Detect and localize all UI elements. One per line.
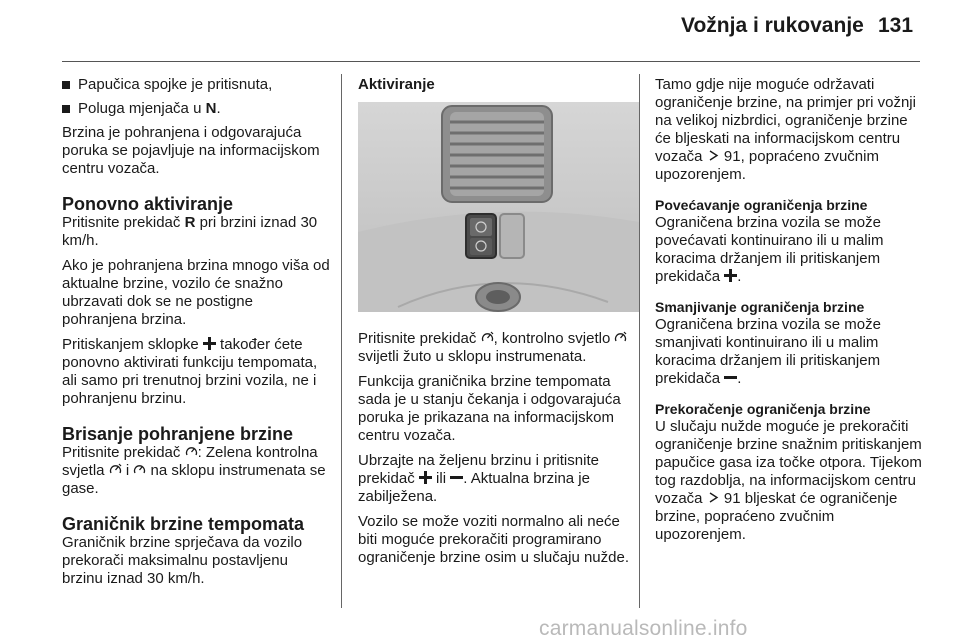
- section-heading-limiter: Graničnik brzine tempomata: [62, 514, 305, 534]
- minus-icon: [724, 371, 737, 384]
- section-heading-reactivate: Ponovno aktiviranje: [62, 194, 234, 214]
- bullet-square-icon: [62, 78, 73, 89]
- cruise-control-off-icon: [185, 445, 198, 458]
- paragraph: Ubrzajte na željenu brzinu i pritisnite prekidač ili . Aktualna brzina je zabilježena.: [358, 452, 599, 505]
- paragraph: Ograničena brzina vozila se može smanjivati kontinuirano ili u malim koracima držanjem ili pritiskanjem prekidača .: [655, 316, 881, 387]
- paragraph: Ako je pohranjena brzina mnogo viša od aktualne brzine, vozilo će snažno ubrzavati dok se ne postigne pohranjena brzina.: [62, 257, 330, 328]
- column-divider-1: [341, 74, 342, 608]
- paragraph: Pritiskanjem sklopke također ćete ponovno aktivirati funkciju tempomata, ali samo pri trenutnoj brzini vozila, ne i pohranjenu brzinu.: [62, 336, 318, 407]
- plus-icon: [724, 269, 737, 282]
- paragraph: Vozilo se može voziti normalno ali neće biti moguće prekoračiti programirano ograničenje brzine osim u slučaju nužde.: [358, 513, 629, 566]
- page-number: 131: [878, 14, 914, 37]
- column-3: [655, 76, 927, 551]
- minus-icon: [450, 471, 463, 484]
- dashboard-switch-figure: [358, 102, 639, 312]
- plus-icon: [419, 471, 432, 484]
- column-1: [62, 76, 332, 595]
- header-title: Vožnja i rukovanje: [681, 14, 864, 37]
- speed-limiter-icon: [614, 331, 627, 344]
- bullet-item: Papučica spojke je pritisnuta,: [62, 76, 332, 94]
- speed-limiter-icon: [481, 331, 494, 344]
- cruise-control-icon: [133, 463, 146, 476]
- paragraph: Funkcija graničnika brzine tempomata sada je u stanju čekanja i odgovarajuća poruka je prikazana na informacijskom centru vozača.: [358, 373, 621, 444]
- paragraph: U slučaju nužde moguće je prekoračiti ograničenje brzine snažnim pritiskanjem papučice gasa iza točke otpora. Tijekom tog razdoblja, na informacijskom centru vozača 91 bljeskat će ograničenje brzine, popraćeno zvučnim upozorenjem.: [655, 418, 922, 543]
- bullet-square-icon: [62, 102, 73, 113]
- paragraph: Brzina je pohranjena i odgovarajuća poruka se pojavljuje na informacijskom centru vozača.: [62, 124, 320, 177]
- figure-title: Aktiviranje: [358, 76, 435, 93]
- watermark: carmanualsonline.info: [539, 617, 748, 640]
- column-2: [358, 76, 630, 574]
- paragraph: Pritisnite prekidač : Zelena kontrolna svjetla i na sklopu instrumenata se gase.: [62, 444, 326, 497]
- paragraph: Graničnik brzine sprječava da vozilo prekorači maksimalnu postavljenu brzinu iznad 30 km/h.: [62, 534, 303, 587]
- sub-heading-increase: Povećavanje ograničenja brzine: [655, 197, 868, 213]
- bullet-item: Poluga mjenjača u N.: [62, 100, 332, 118]
- plus-icon: [203, 337, 216, 350]
- column-divider-2: [639, 74, 640, 608]
- sub-heading-decrease: Smanjivanje ograničenja brzine: [655, 299, 865, 315]
- sub-heading-exceed: Prekoračenje ograničenja brzine: [655, 401, 871, 417]
- paragraph: Tamo gdje nije moguće održavati ograničenje brzine, na primjer pri vožnji na velikoj nizbrdici, ograničenje brzine će bljeskati na informacijskom centru vozača 91, popraćeno zvučnim upozorenjem.: [655, 76, 916, 183]
- dashboard-switch-illustration: [358, 102, 639, 312]
- paragraph: Ograničena brzina vozila se može povećavati kontinuirano ili u malim koracima držanjem ili pritiskanjem prekidača .: [655, 214, 884, 285]
- section-heading-delete: Brisanje pohranjene brzine: [62, 424, 294, 444]
- page-reference-arrow-icon: [707, 149, 720, 162]
- paragraph: Pritisnite prekidač R pri brzini iznad 30 km/h.: [62, 214, 318, 249]
- speed-limiter-icon: [109, 463, 122, 476]
- page-reference-arrow-icon: [707, 491, 720, 504]
- header-rule: [62, 61, 920, 62]
- paragraph: Pritisnite prekidač , kontrolno svjetlo svijetli žuto u sklopu instrumenata.: [358, 330, 630, 366]
